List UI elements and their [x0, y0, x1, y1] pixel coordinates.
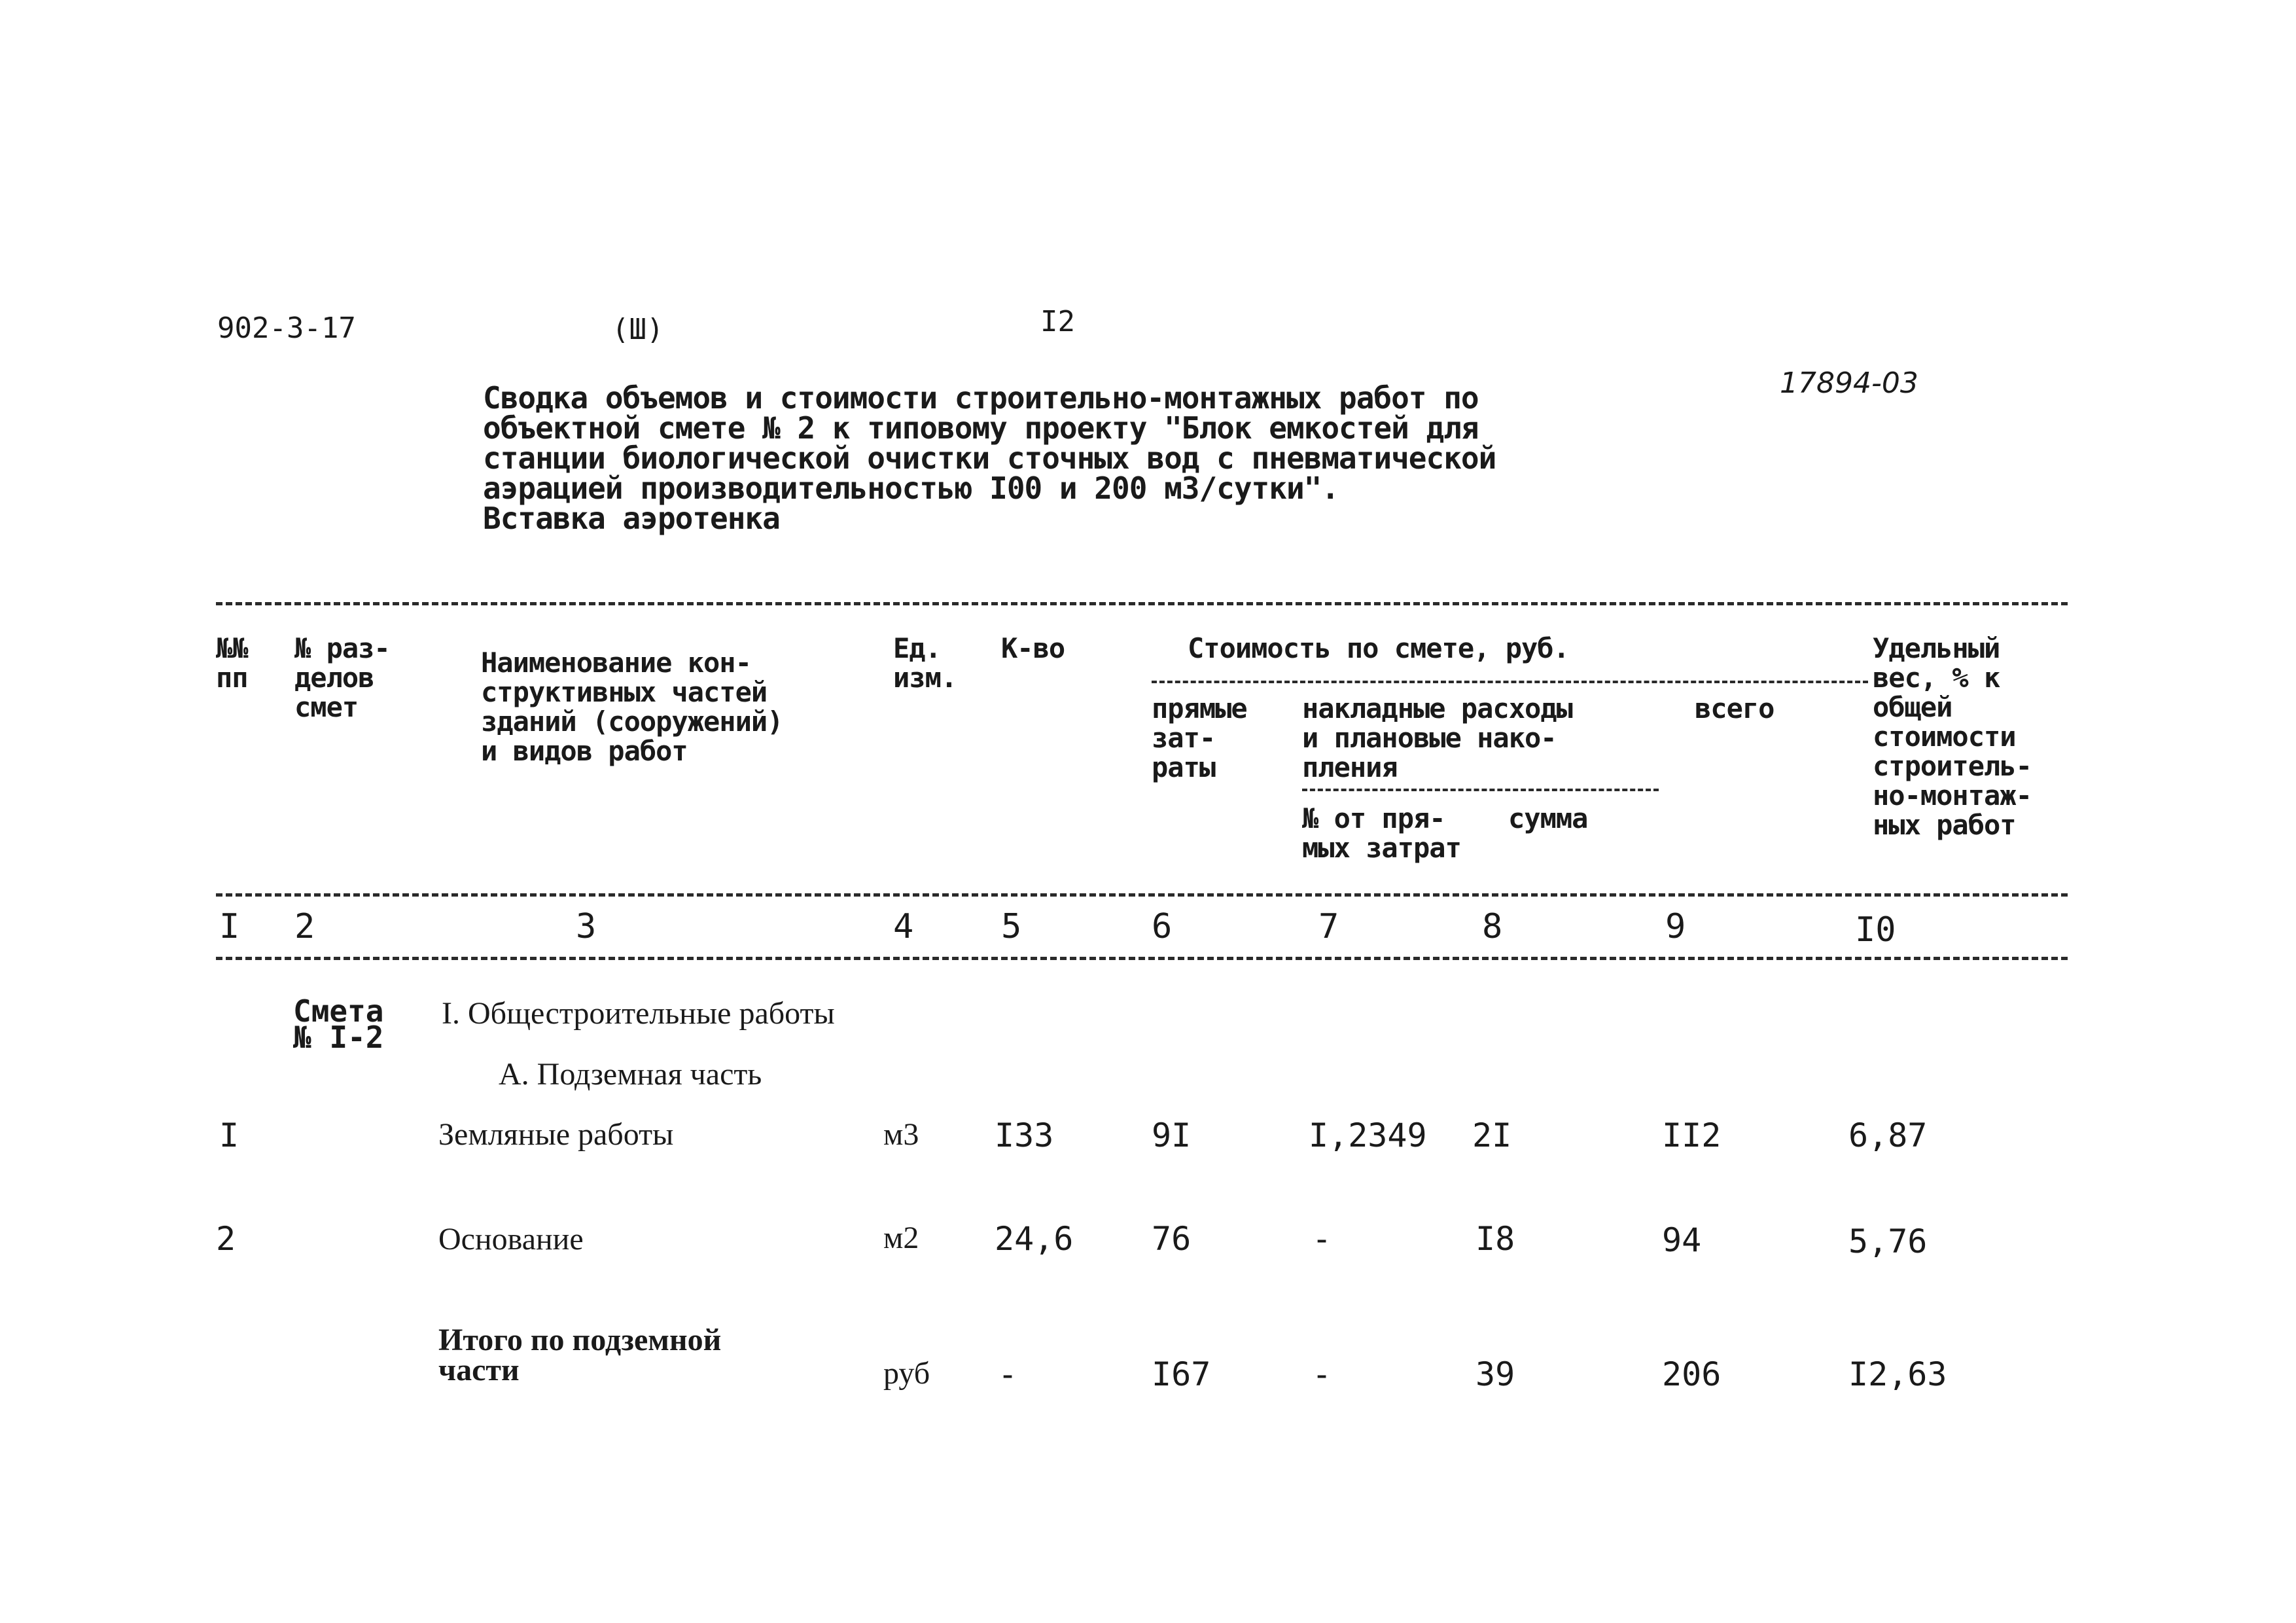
page-number: I2 [1040, 305, 1075, 338]
col-header-weight: Удельный вес, % к общей стоимости строитель- но-монтаж- ных работ [1873, 632, 2032, 841]
header-bottom-rule [216, 893, 2068, 897]
cost-group-header: Стоимость по смете, руб. [1188, 632, 1569, 664]
direct-costs: I67 [1152, 1355, 1211, 1393]
work-name: Основание [438, 1222, 584, 1257]
section-mark: (Ш) [612, 313, 664, 346]
overhead-percent: - [1312, 1355, 1332, 1393]
column-number: 6 [1152, 907, 1173, 946]
row-number: I [219, 1116, 239, 1154]
column-number: 4 [893, 907, 914, 946]
weight-percent: I2,63 [1848, 1355, 1947, 1393]
col-header-section: № раз- делов смет [294, 632, 390, 723]
column-number: 2 [294, 907, 315, 946]
title-line: Сводка объемов и стоимости строительно-монтажных работ по [483, 380, 1479, 416]
column-number: 8 [1482, 907, 1503, 946]
overhead-percent: - [1312, 1220, 1332, 1258]
overhead-sum: 39 [1475, 1355, 1515, 1393]
overhead-group-header: накладные расходы и плановые нако- пления [1302, 692, 1572, 783]
column-number: 9 [1665, 907, 1686, 946]
cost-group-rule [1152, 681, 1868, 683]
col-header-percent: № от пря- мых затрат [1302, 802, 1461, 864]
overhead-sum: I8 [1475, 1220, 1515, 1258]
inventory-stamp: 17894-03 [1780, 366, 1918, 400]
col-header-unit: Ед. изм. [893, 632, 957, 694]
col-header-name: Наименование кон- структивных частей зданий (сооружений) и видов работ [481, 647, 783, 767]
table-top-rule [216, 602, 2068, 605]
overhead-percent: I,2349 [1309, 1116, 1427, 1154]
col-header-total: всего [1695, 692, 1775, 724]
title-line: объектной смете № 2 к типовому проекту "Блок емкостей для [483, 410, 1479, 446]
direct-costs: 76 [1152, 1220, 1192, 1258]
title-line: Вставка аэротенка [483, 501, 780, 536]
col-header-number: №№ пп [216, 632, 248, 694]
title-line: аэрацией производительностью I00 и 200 м3/сутки". [483, 471, 1339, 506]
column-number: 3 [576, 907, 597, 946]
title-block [483, 380, 1496, 536]
column-number: 7 [1318, 907, 1339, 946]
quantity: I33 [995, 1116, 1054, 1154]
unit: м2 [883, 1221, 919, 1255]
total: 94 [1662, 1221, 1702, 1259]
weight-percent: 6,87 [1848, 1116, 1928, 1154]
overhead-group-rule [1302, 789, 1659, 791]
unit: м3 [883, 1117, 919, 1152]
col-header-quantity: К-во [1001, 632, 1065, 664]
unit: руб [883, 1356, 930, 1391]
quantity: 24,6 [995, 1220, 1074, 1258]
section-title: I. Общестроительные работы [442, 996, 835, 1031]
total: II2 [1662, 1116, 1722, 1154]
row-number: 2 [216, 1220, 236, 1258]
column-number: I [219, 907, 240, 946]
estimate-reference: Смета № I-2 [293, 993, 384, 1055]
col-header-direct-costs: прямые зат- раты [1152, 692, 1247, 783]
total: 206 [1662, 1355, 1722, 1393]
subsection-title: А. Подземная часть [499, 1057, 762, 1092]
weight-percent: 5,76 [1848, 1222, 1928, 1260]
document-code: 902-3-17 [217, 312, 356, 345]
col-header-sum: сумма [1508, 802, 1588, 834]
subtotal-label: Итого по подземной части [438, 1323, 722, 1387]
quantity: - [998, 1355, 1018, 1393]
work-name: Земляные работы [438, 1117, 674, 1152]
direct-costs: 9I [1152, 1116, 1192, 1154]
column-number: 5 [1001, 907, 1022, 946]
overhead-sum: 2I [1472, 1116, 1512, 1154]
column-number: I0 [1855, 910, 1896, 950]
column-numbers-rule [216, 957, 2068, 960]
title-line: станции биологической очистки сточных вод с пневматической [483, 440, 1496, 476]
